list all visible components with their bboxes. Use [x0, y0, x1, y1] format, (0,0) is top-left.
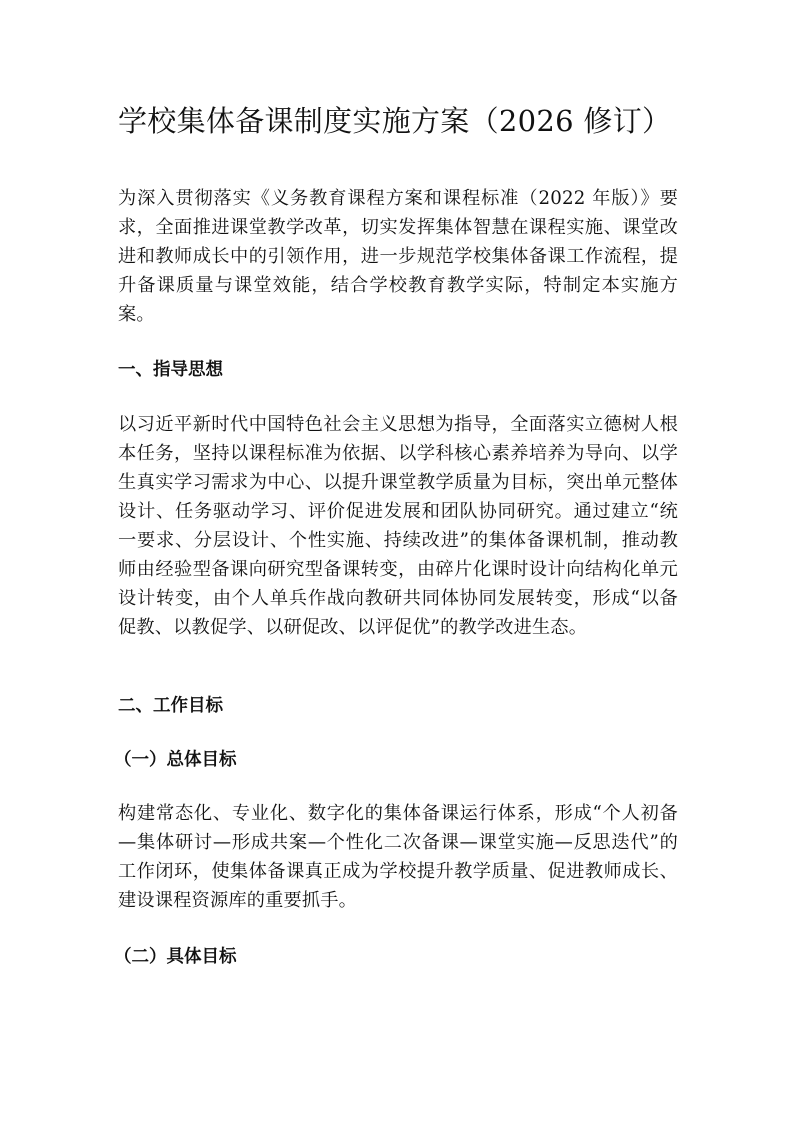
- intro-paragraph: 为深入贯彻落实《义务教育课程方案和课程标准（2022 年版）》要求，全面推进课堂教学改革，切实发挥集体智慧在课程实施、课堂改进和教师成长中的引领作用，进一步规范学校集体备课工作流程，提升备课质量与课堂效能，结合学校教育教学实际，特制定本实施方案。: [118, 188, 678, 325]
- section-heading-guiding-ideology: 一、指导思想: [118, 360, 223, 380]
- overall-goals-paragraph: 构建常态化、专业化、数字化的集体备课运行体系，形成“个人初备—集体研讨—形成共案—个性化二次备课—课堂实施—反思迭代”的工作闭环，使集体备课真正成为学校提升教学质量、促进教师成长、建设课程资源库的重要抓手。: [118, 803, 678, 911]
- section-heading-work-goals: 二、工作目标: [118, 696, 223, 716]
- document-title: 学校集体备课制度实施方案（2026 修订）: [118, 104, 672, 138]
- subsection-heading-overall-goals: （一）总体目标: [114, 750, 237, 770]
- subsection-heading-specific-goals: （二）具体目标: [114, 947, 237, 967]
- guiding-ideology-paragraph: 以习近平新时代中国特色社会主义思想为指导，全面落实立德树人根本任务，坚持以课程标准为依据、以学科核心素养培养为导向、以学生真实学习需求为中心、以提升课堂教学质量为目标，突出单元整体设计、任务驱动学习、评价促进发展和团队协同研究。通过建立“统一要求、分层设计、个性实施、持续改进”的集体备课机制，推动教师由经验型备课向研究型备课转变，由碎片化课时设计向结构化单元设计转变，由个人单兵作战向教研共同体协同发展转变，形成“以备促教、以教促学、以研促改、以评促优”的教学改进生态。: [118, 414, 678, 638]
